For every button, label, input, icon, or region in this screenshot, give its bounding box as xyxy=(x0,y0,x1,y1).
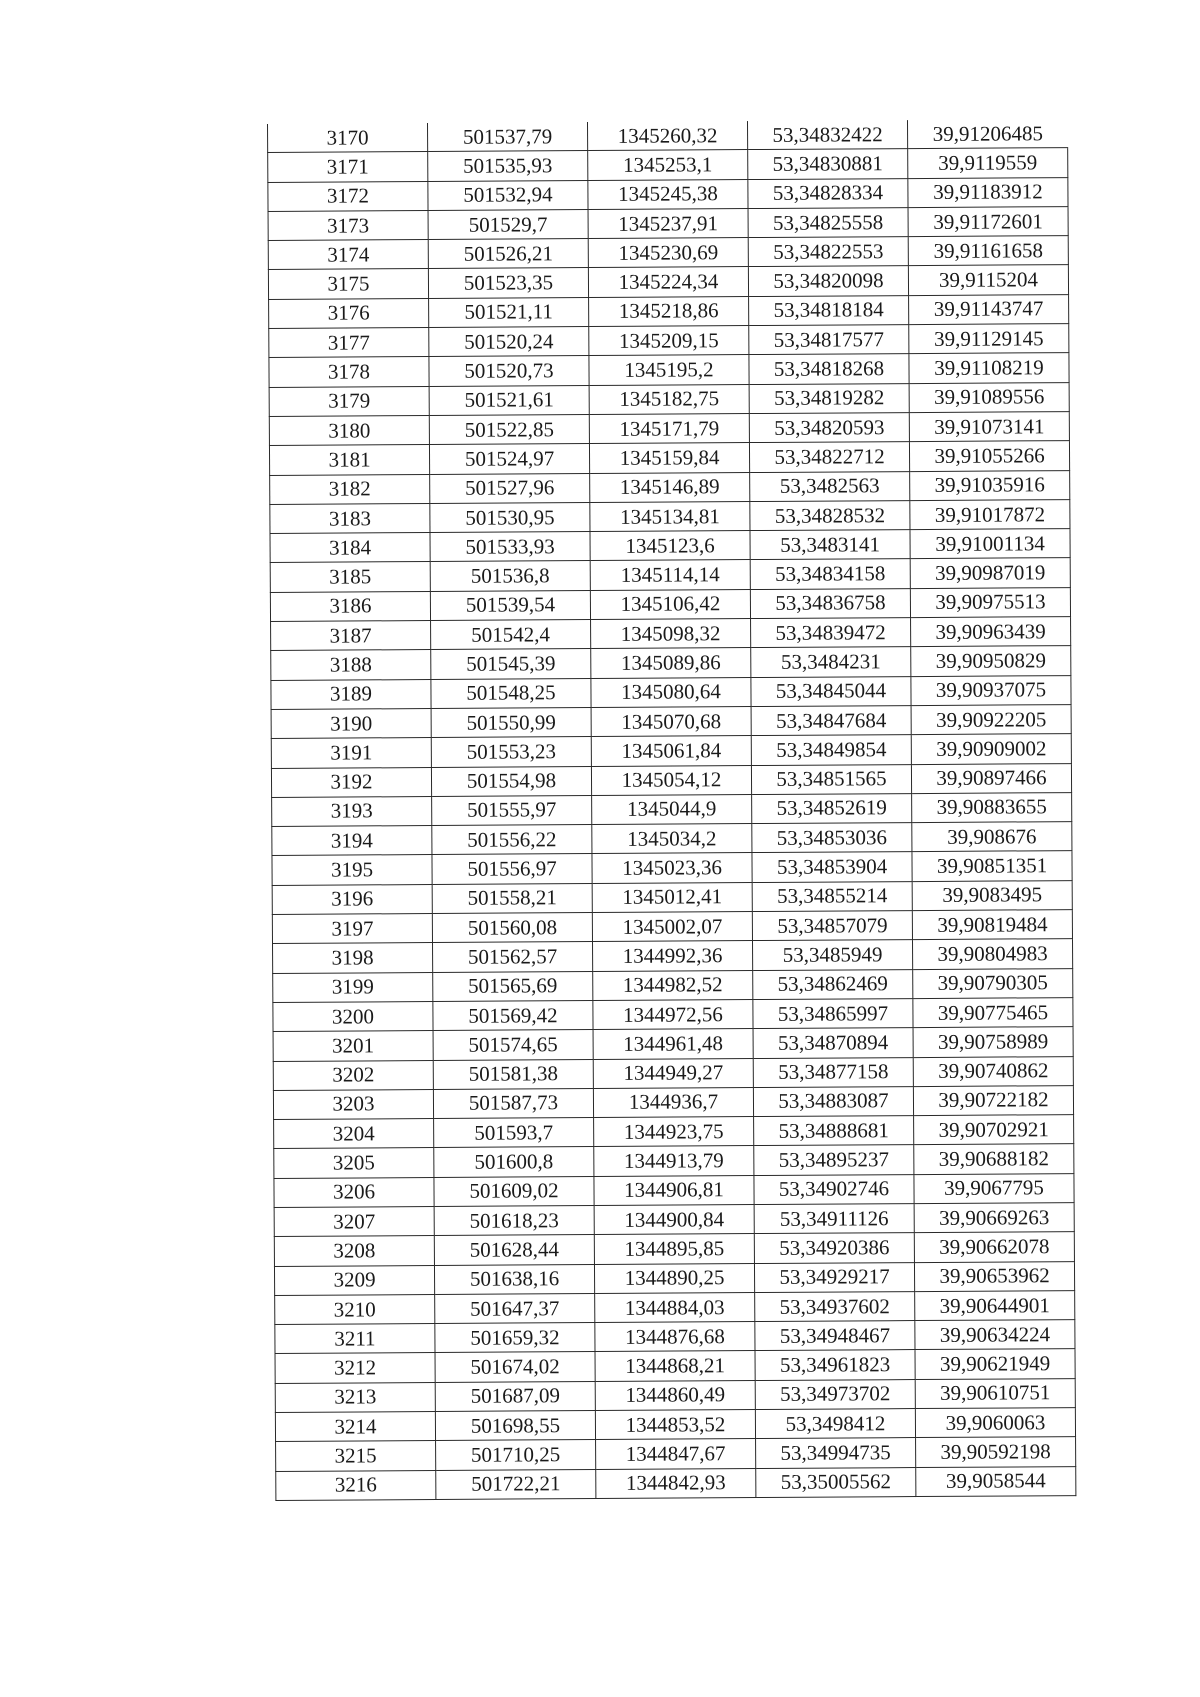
x-coordinate-cell: 501562,57 xyxy=(433,942,593,972)
latitude-cell: 53,3483141 xyxy=(750,530,910,560)
latitude-cell: 53,3485949 xyxy=(752,940,912,970)
latitude-cell: 53,34817577 xyxy=(749,325,909,355)
y-coordinate-cell: 1345230,69 xyxy=(588,238,748,268)
point-number-cell: 3209 xyxy=(274,1265,434,1295)
y-coordinate-cell: 1344860,49 xyxy=(595,1380,755,1410)
x-coordinate-cell: 501527,96 xyxy=(430,473,590,503)
longitude-cell: 39,90758989 xyxy=(913,1027,1073,1057)
longitude-cell: 39,91055266 xyxy=(909,441,1069,471)
x-coordinate-cell: 501545,39 xyxy=(431,649,591,679)
y-coordinate-cell: 1345123,6 xyxy=(590,531,750,561)
latitude-cell: 53,34851565 xyxy=(751,764,911,794)
y-coordinate-cell: 1344913,79 xyxy=(594,1146,754,1176)
longitude-cell: 39,91035916 xyxy=(910,470,1070,500)
longitude-cell: 39,90775465 xyxy=(913,997,1073,1027)
point-number-cell: 3188 xyxy=(271,650,431,680)
longitude-cell: 39,9119559 xyxy=(908,148,1068,178)
x-coordinate-cell: 501659,32 xyxy=(435,1323,595,1353)
longitude-cell: 39,91143747 xyxy=(909,294,1069,324)
longitude-cell: 39,90621949 xyxy=(915,1349,1075,1379)
point-number-cell: 3198 xyxy=(273,943,433,973)
point-number-cell: 3178 xyxy=(269,357,429,387)
x-coordinate-cell: 501722,21 xyxy=(436,1469,596,1499)
y-coordinate-cell: 1344900,84 xyxy=(594,1205,754,1235)
x-coordinate-cell: 501520,73 xyxy=(429,356,589,386)
x-coordinate-cell: 501548,25 xyxy=(431,678,591,708)
longitude-cell: 39,91073141 xyxy=(909,412,1069,442)
x-coordinate-cell: 501554,98 xyxy=(431,766,591,796)
x-coordinate-cell: 501522,85 xyxy=(429,415,589,445)
latitude-cell: 53,34877158 xyxy=(753,1057,913,1087)
y-coordinate-cell: 1345237,91 xyxy=(588,208,748,238)
latitude-cell: 53,34862469 xyxy=(753,969,913,999)
latitude-cell: 53,34818184 xyxy=(749,295,909,325)
latitude-cell: 53,34888681 xyxy=(754,1116,914,1146)
point-number-cell: 3204 xyxy=(274,1119,434,1149)
longitude-cell: 39,90963439 xyxy=(911,617,1071,647)
latitude-cell: 53,34961823 xyxy=(755,1350,915,1380)
point-number-cell: 3186 xyxy=(270,591,430,621)
latitude-cell: 53,35005562 xyxy=(756,1467,916,1497)
y-coordinate-cell: 1344876,68 xyxy=(595,1322,755,1352)
longitude-cell: 39,90950829 xyxy=(911,646,1071,676)
latitude-cell: 53,34830881 xyxy=(748,149,908,179)
x-coordinate-cell: 501574,65 xyxy=(433,1030,593,1060)
latitude-cell: 53,34883087 xyxy=(753,1086,913,1116)
longitude-cell: 39,90634224 xyxy=(915,1320,1075,1350)
x-coordinate-cell: 501556,97 xyxy=(432,854,592,884)
longitude-cell: 39,9067795 xyxy=(914,1173,1074,1203)
y-coordinate-cell: 1344890,25 xyxy=(594,1263,754,1293)
point-number-cell: 3189 xyxy=(271,679,431,709)
latitude-cell: 53,34948467 xyxy=(755,1321,915,1351)
y-coordinate-cell: 1344936,7 xyxy=(593,1087,753,1117)
point-number-cell: 3176 xyxy=(269,298,429,328)
y-coordinate-cell: 1345134,81 xyxy=(590,501,750,531)
longitude-cell: 39,90897466 xyxy=(911,763,1071,793)
x-coordinate-cell: 501593,7 xyxy=(434,1118,594,1148)
y-coordinate-cell: 1344972,56 xyxy=(593,999,753,1029)
latitude-cell: 53,34865997 xyxy=(753,998,913,1028)
longitude-cell: 39,90987019 xyxy=(910,558,1070,588)
y-coordinate-cell: 1345080,64 xyxy=(591,677,751,707)
latitude-cell: 53,34857079 xyxy=(752,911,912,941)
latitude-cell: 53,34836758 xyxy=(750,588,910,618)
x-coordinate-cell: 501587,73 xyxy=(433,1088,593,1118)
longitude-cell: 39,91129145 xyxy=(909,324,1069,354)
longitude-cell: 39,90909002 xyxy=(911,734,1071,764)
y-coordinate-cell: 1345146,89 xyxy=(590,472,750,502)
x-coordinate-cell: 501524,97 xyxy=(429,444,589,474)
latitude-cell: 53,34994735 xyxy=(756,1438,916,1468)
longitude-cell: 39,90722182 xyxy=(913,1085,1073,1115)
point-number-cell: 3212 xyxy=(275,1353,435,1383)
point-number-cell: 3203 xyxy=(273,1089,433,1119)
x-coordinate-cell: 501537,79 xyxy=(427,122,587,152)
longitude-cell: 39,908676 xyxy=(912,822,1072,852)
point-number-cell: 3191 xyxy=(271,738,431,768)
point-number-cell: 3215 xyxy=(276,1441,436,1471)
point-number-cell: 3173 xyxy=(268,210,428,240)
x-coordinate-cell: 501618,23 xyxy=(434,1206,594,1236)
longitude-cell: 39,9058544 xyxy=(916,1466,1076,1496)
latitude-cell: 53,34870894 xyxy=(753,1028,913,1058)
point-number-cell: 3200 xyxy=(273,1001,433,1031)
longitude-cell: 39,91161658 xyxy=(908,236,1068,266)
longitude-cell: 39,91183912 xyxy=(908,177,1068,207)
x-coordinate-cell: 501560,08 xyxy=(432,913,592,943)
x-coordinate-cell: 501581,38 xyxy=(433,1059,593,1089)
x-coordinate-cell: 501550,99 xyxy=(431,707,591,737)
longitude-cell: 39,90922205 xyxy=(911,705,1071,735)
longitude-cell: 39,9115204 xyxy=(908,265,1068,295)
y-coordinate-cell: 1344923,75 xyxy=(594,1117,754,1147)
y-coordinate-cell: 1345114,14 xyxy=(590,560,750,590)
longitude-cell: 39,90688182 xyxy=(914,1144,1074,1174)
y-coordinate-cell: 1345061,84 xyxy=(591,736,751,766)
point-number-cell: 3175 xyxy=(268,269,428,299)
x-coordinate-cell: 501558,21 xyxy=(432,883,592,913)
latitude-cell: 53,34929217 xyxy=(754,1262,914,1292)
y-coordinate-cell: 1345171,79 xyxy=(589,414,749,444)
y-coordinate-cell: 1345044,9 xyxy=(592,794,752,824)
point-number-cell: 3179 xyxy=(269,386,429,416)
latitude-cell: 53,3498412 xyxy=(755,1409,915,1439)
point-number-cell: 3195 xyxy=(272,855,432,885)
longitude-cell: 39,91017872 xyxy=(910,499,1070,529)
latitude-cell: 53,34828334 xyxy=(748,178,908,208)
y-coordinate-cell: 1344895,85 xyxy=(594,1234,754,1264)
x-coordinate-cell: 501647,37 xyxy=(435,1293,595,1323)
point-number-cell: 3210 xyxy=(275,1294,435,1324)
x-coordinate-cell: 501698,55 xyxy=(435,1411,595,1441)
point-number-cell: 3182 xyxy=(270,474,430,504)
point-number-cell: 3177 xyxy=(269,328,429,358)
longitude-cell: 39,90804983 xyxy=(912,939,1072,969)
x-coordinate-cell: 501533,93 xyxy=(430,532,590,562)
y-coordinate-cell: 1345209,15 xyxy=(589,326,749,356)
longitude-cell: 39,90790305 xyxy=(913,968,1073,998)
longitude-cell: 39,90819484 xyxy=(912,910,1072,940)
latitude-cell: 53,34973702 xyxy=(755,1379,915,1409)
latitude-cell: 53,34853036 xyxy=(752,823,912,853)
latitude-cell: 53,34825558 xyxy=(748,207,908,237)
longitude-cell: 39,90975513 xyxy=(910,587,1070,617)
x-coordinate-cell: 501539,54 xyxy=(430,590,590,620)
y-coordinate-cell: 1345195,2 xyxy=(589,355,749,385)
y-coordinate-cell: 1344949,27 xyxy=(593,1058,753,1088)
latitude-cell: 53,3484231 xyxy=(751,647,911,677)
point-number-cell: 3180 xyxy=(269,415,429,445)
y-coordinate-cell: 1345182,75 xyxy=(589,384,749,414)
y-coordinate-cell: 1344992,36 xyxy=(593,941,753,971)
y-coordinate-cell: 1344868,21 xyxy=(595,1351,755,1381)
point-number-cell: 3190 xyxy=(271,708,431,738)
x-coordinate-cell: 501638,16 xyxy=(434,1264,594,1294)
x-coordinate-cell: 501565,69 xyxy=(433,971,593,1001)
x-coordinate-cell: 501521,11 xyxy=(429,297,589,327)
x-coordinate-cell: 501687,09 xyxy=(435,1381,595,1411)
point-number-cell: 3199 xyxy=(273,972,433,1002)
latitude-cell: 53,34820593 xyxy=(749,413,909,443)
longitude-cell: 39,91089556 xyxy=(909,382,1069,412)
y-coordinate-cell: 1345034,2 xyxy=(592,824,752,854)
x-coordinate-cell: 501529,7 xyxy=(428,209,588,239)
y-coordinate-cell: 1345253,1 xyxy=(588,150,748,180)
latitude-cell: 53,34834158 xyxy=(750,559,910,589)
point-number-cell: 3194 xyxy=(272,826,432,856)
x-coordinate-cell: 501674,02 xyxy=(435,1352,595,1382)
latitude-cell: 53,34818268 xyxy=(749,354,909,384)
latitude-cell: 53,34855214 xyxy=(752,881,912,911)
y-coordinate-cell: 1345218,86 xyxy=(589,296,749,326)
latitude-cell: 53,34920386 xyxy=(754,1233,914,1263)
longitude-cell: 39,9083495 xyxy=(912,880,1072,910)
y-coordinate-cell: 1345224,34 xyxy=(588,267,748,297)
latitude-cell: 53,34937602 xyxy=(755,1291,915,1321)
point-number-cell: 3196 xyxy=(272,884,432,914)
point-number-cell: 3202 xyxy=(273,1060,433,1090)
latitude-cell: 53,34853904 xyxy=(752,852,912,882)
point-number-cell: 3174 xyxy=(268,240,428,270)
point-number-cell: 3184 xyxy=(270,533,430,563)
x-coordinate-cell: 501526,21 xyxy=(428,239,588,269)
y-coordinate-cell: 1345098,32 xyxy=(591,619,751,649)
longitude-cell: 39,90653962 xyxy=(914,1261,1074,1291)
latitude-cell: 53,34895237 xyxy=(754,1145,914,1175)
longitude-cell: 39,90937075 xyxy=(911,675,1071,705)
point-number-cell: 3192 xyxy=(271,767,431,797)
longitude-cell: 39,90883655 xyxy=(912,792,1072,822)
latitude-cell: 53,34822712 xyxy=(749,442,909,472)
x-coordinate-cell: 501556,22 xyxy=(432,825,592,855)
coordinates-table xyxy=(267,119,1076,1501)
y-coordinate-cell: 1344961,48 xyxy=(593,1029,753,1059)
point-number-cell: 3197 xyxy=(272,914,432,944)
longitude-cell: 39,90702921 xyxy=(914,1115,1074,1145)
point-number-cell: 3172 xyxy=(268,181,428,211)
longitude-cell: 39,90662078 xyxy=(914,1232,1074,1262)
latitude-cell: 53,34819282 xyxy=(749,383,909,413)
point-number-cell: 3211 xyxy=(275,1324,435,1354)
latitude-cell: 53,34852619 xyxy=(752,793,912,823)
latitude-cell: 53,3482563 xyxy=(750,471,910,501)
x-coordinate-cell: 501535,93 xyxy=(428,151,588,181)
latitude-cell: 53,34845044 xyxy=(751,676,911,706)
x-coordinate-cell: 501542,4 xyxy=(431,620,591,650)
longitude-cell: 39,90669263 xyxy=(914,1203,1074,1233)
x-coordinate-cell: 501569,42 xyxy=(433,1000,593,1030)
point-number-cell: 3214 xyxy=(275,1412,435,1442)
scanned-page xyxy=(267,119,1075,1501)
y-coordinate-cell: 1345159,84 xyxy=(589,443,749,473)
x-coordinate-cell: 501532,94 xyxy=(428,180,588,210)
latitude-cell: 53,34849854 xyxy=(751,735,911,765)
point-number-cell: 3183 xyxy=(270,503,430,533)
x-coordinate-cell: 501609,02 xyxy=(434,1176,594,1206)
x-coordinate-cell: 501600,8 xyxy=(434,1147,594,1177)
x-coordinate-cell: 501530,95 xyxy=(430,502,590,532)
longitude-cell: 39,91206485 xyxy=(907,119,1067,149)
longitude-cell: 39,90610751 xyxy=(915,1378,1075,1408)
y-coordinate-cell: 1344853,52 xyxy=(595,1410,755,1440)
x-coordinate-cell: 501520,24 xyxy=(429,327,589,357)
latitude-cell: 53,34902746 xyxy=(754,1174,914,1204)
point-number-cell: 3187 xyxy=(271,621,431,651)
coordinates-table-body xyxy=(268,119,1076,1500)
latitude-cell: 53,34822553 xyxy=(748,237,908,267)
y-coordinate-cell: 1345106,42 xyxy=(590,589,750,619)
x-coordinate-cell: 501521,61 xyxy=(429,385,589,415)
y-coordinate-cell: 1345260,32 xyxy=(587,121,747,151)
longitude-cell: 39,90592198 xyxy=(916,1437,1076,1467)
longitude-cell: 39,91172601 xyxy=(908,206,1068,236)
y-coordinate-cell: 1344982,52 xyxy=(593,970,753,1000)
point-number-cell: 3170 xyxy=(268,123,428,153)
y-coordinate-cell: 1345089,86 xyxy=(591,648,751,678)
point-number-cell: 3193 xyxy=(272,796,432,826)
x-coordinate-cell: 501555,97 xyxy=(432,795,592,825)
latitude-cell: 53,34820098 xyxy=(748,266,908,296)
latitude-cell: 53,34847684 xyxy=(751,706,911,736)
point-number-cell: 3171 xyxy=(268,152,428,182)
y-coordinate-cell: 1344884,03 xyxy=(595,1292,755,1322)
point-number-cell: 3213 xyxy=(275,1382,435,1412)
y-coordinate-cell: 1344842,93 xyxy=(596,1468,756,1498)
y-coordinate-cell: 1344906,81 xyxy=(594,1175,754,1205)
y-coordinate-cell: 1345023,36 xyxy=(592,853,752,883)
point-number-cell: 3216 xyxy=(276,1470,436,1500)
longitude-cell: 39,90644901 xyxy=(915,1290,1075,1320)
table-row xyxy=(276,1466,1076,1500)
point-number-cell: 3185 xyxy=(270,562,430,592)
y-coordinate-cell: 1345054,12 xyxy=(591,765,751,795)
x-coordinate-cell: 501536,8 xyxy=(430,561,590,591)
point-number-cell: 3206 xyxy=(274,1177,434,1207)
longitude-cell: 39,91001134 xyxy=(910,529,1070,559)
point-number-cell: 3201 xyxy=(273,1031,433,1061)
y-coordinate-cell: 1345070,68 xyxy=(591,706,751,736)
y-coordinate-cell: 1345002,07 xyxy=(592,912,752,942)
point-number-cell: 3181 xyxy=(269,445,429,475)
point-number-cell: 3207 xyxy=(274,1206,434,1236)
x-coordinate-cell: 501553,23 xyxy=(431,737,591,767)
y-coordinate-cell: 1344847,67 xyxy=(596,1439,756,1469)
longitude-cell: 39,91108219 xyxy=(909,353,1069,383)
y-coordinate-cell: 1345245,38 xyxy=(588,179,748,209)
point-number-cell: 3208 xyxy=(274,1236,434,1266)
latitude-cell: 53,34911126 xyxy=(754,1204,914,1234)
longitude-cell: 39,90740862 xyxy=(913,1056,1073,1086)
longitude-cell: 39,90851351 xyxy=(912,851,1072,881)
x-coordinate-cell: 501523,35 xyxy=(428,268,588,298)
x-coordinate-cell: 501710,25 xyxy=(436,1440,596,1470)
y-coordinate-cell: 1345012,41 xyxy=(592,882,752,912)
latitude-cell: 53,34832422 xyxy=(747,120,907,150)
longitude-cell: 39,9060063 xyxy=(915,1408,1075,1438)
latitude-cell: 53,34828532 xyxy=(750,500,910,530)
latitude-cell: 53,34839472 xyxy=(751,618,911,648)
point-number-cell: 3205 xyxy=(274,1148,434,1178)
x-coordinate-cell: 501628,44 xyxy=(434,1235,594,1265)
